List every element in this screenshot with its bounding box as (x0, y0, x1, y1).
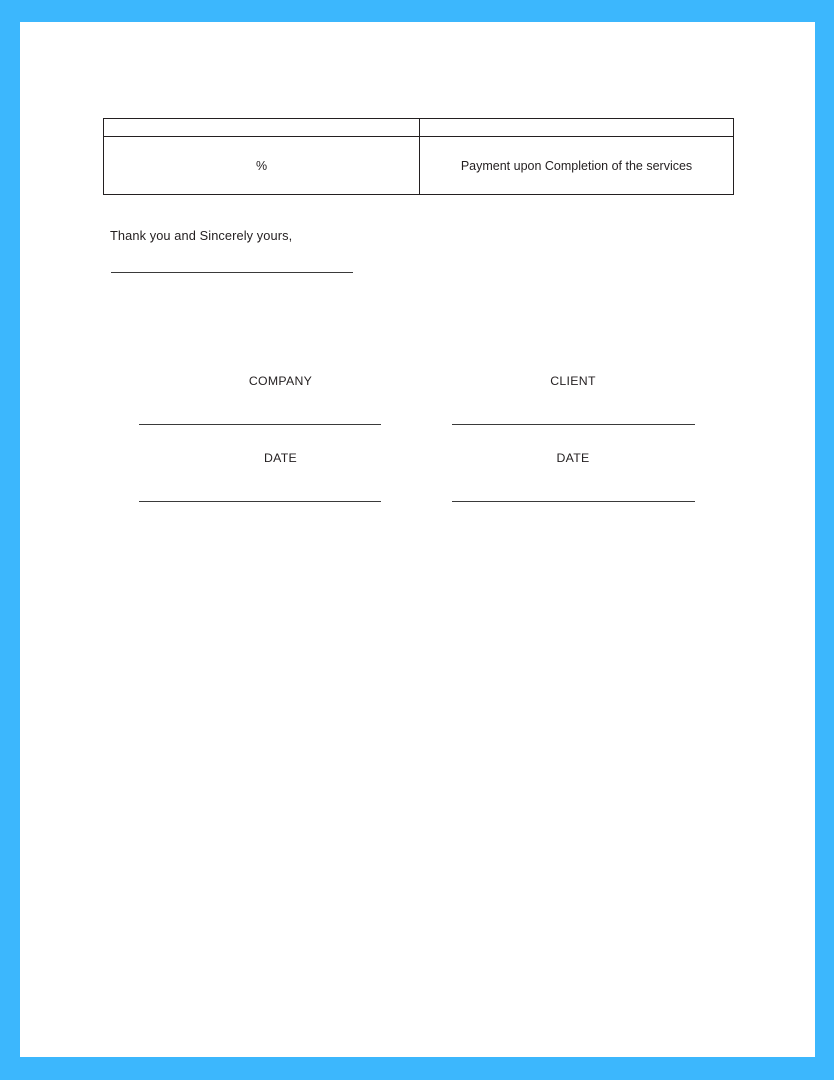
date-line-client (452, 501, 695, 502)
closing-salutation: Thank you and Sincerely yours, (110, 228, 293, 243)
closing-signature-line (111, 272, 353, 273)
date-label-company: DATE (263, 451, 298, 465)
signature-label-company: COMPANY (248, 374, 313, 388)
table-header-cell-percent (104, 119, 420, 137)
table-row (104, 137, 734, 195)
signature-line-company (139, 424, 381, 425)
document-page (20, 22, 815, 1057)
table-header-cell-description (420, 119, 734, 137)
table-cell-description: Payment upon Completion of the services (420, 137, 734, 195)
date-line-company (139, 501, 381, 502)
date-label-client: DATE (556, 451, 590, 465)
signature-label-client: CLIENT (550, 374, 596, 388)
payment-schedule-table (103, 118, 734, 195)
table-header-row (104, 119, 734, 137)
signature-line-client (452, 424, 695, 425)
table-cell-percent: % (104, 137, 420, 195)
